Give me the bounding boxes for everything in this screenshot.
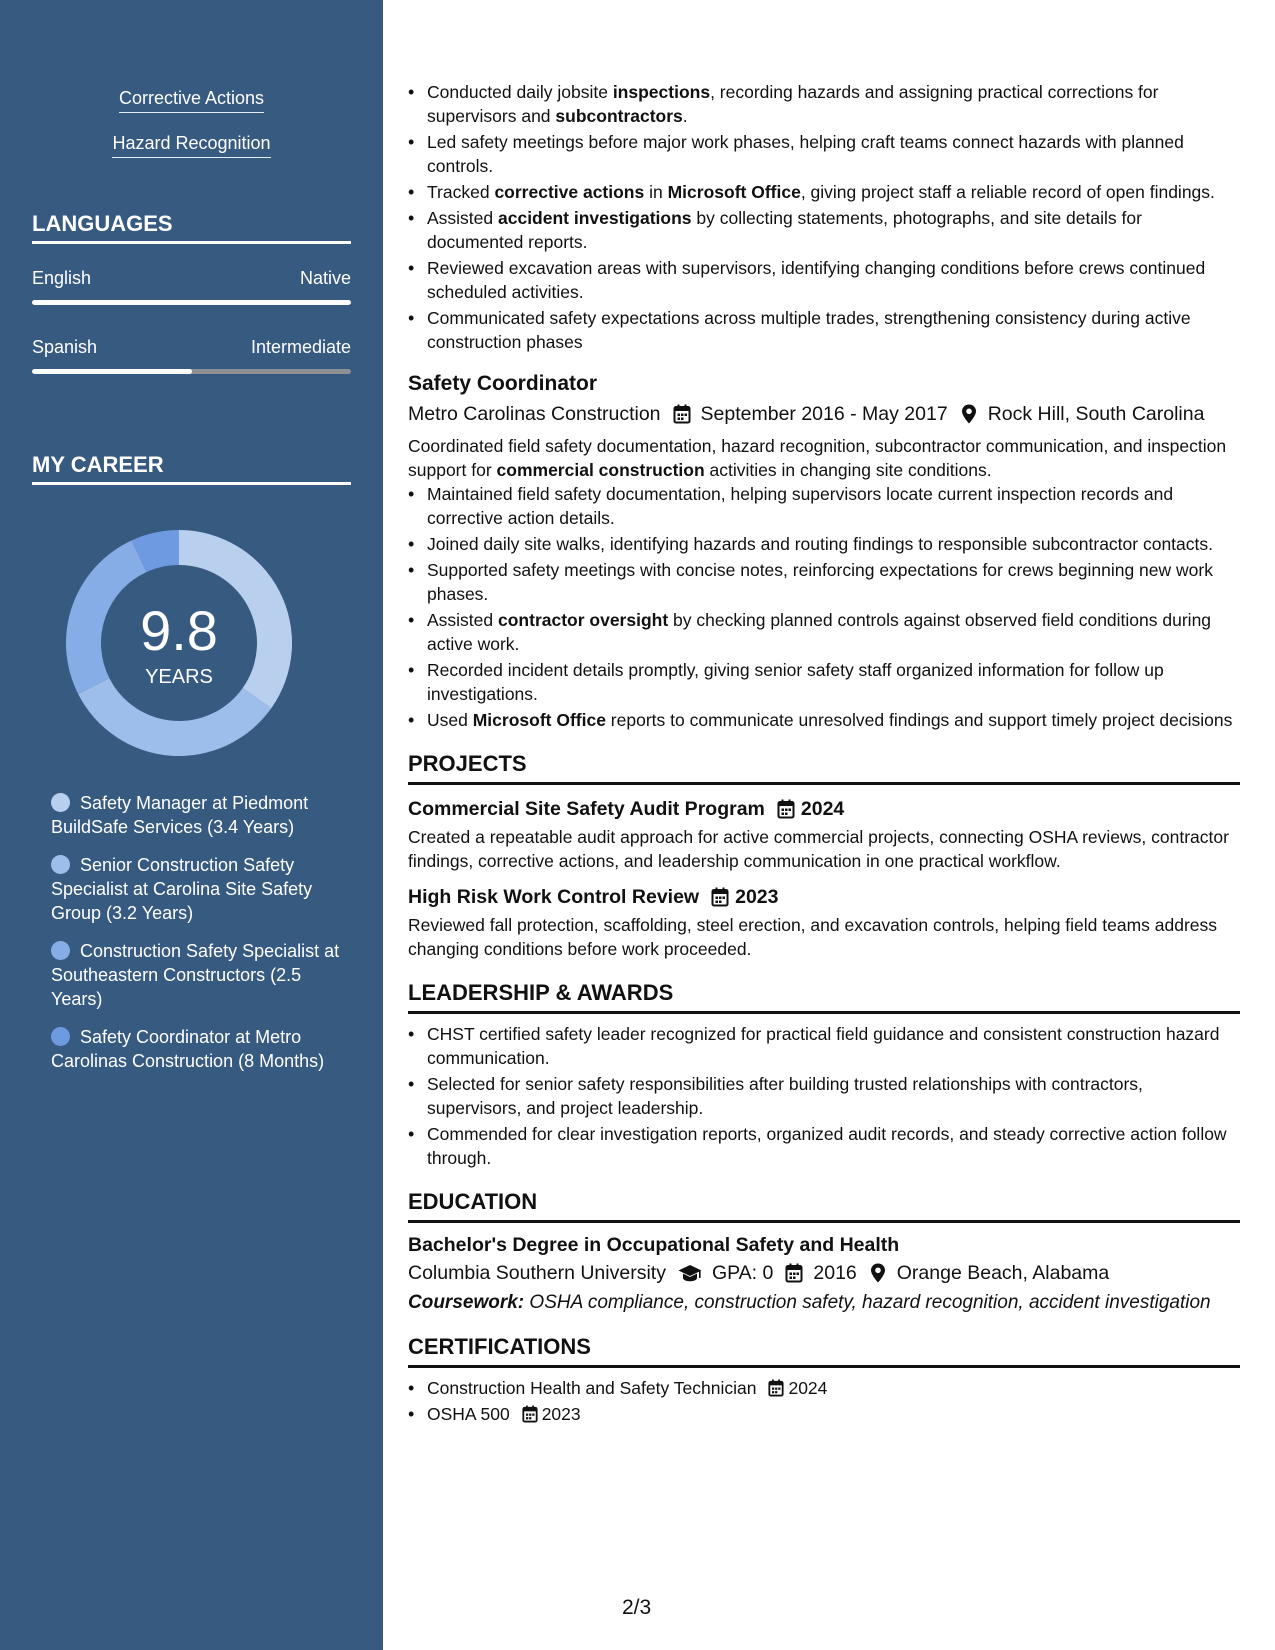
certifications-list [408,1376,1240,1426]
certification-item: • Construction Health and Safety Technician 2024 [408,1376,1240,1400]
leadership-item: • CHST certified safety leader recognized for practical field guidance and consistent construction hazard communication. [408,1022,1240,1070]
school-location: Orange Beach, Alabama [896,1262,1110,1284]
project-description: Reviewed fall protection, scaffolding, steel erection, and excavation controls, helping field teams address changing conditions before work proceeded. [408,915,1218,959]
experience-bullet: • Assisted accident investigations by collecting statements, photographs, and site details for documented reports. [408,206,1240,254]
project-year: 2024 [800,798,845,820]
career-total: 9.8 [140,599,218,662]
calendar-icon [522,1405,538,1423]
career-donut-chart [66,530,292,756]
career-heading: MY CAREER [32,452,351,485]
language-name: Spanish [32,337,98,357]
job-bullet: • Maintained field safety documentation, helping supervisors locate current inspection records and corrective action details. [408,482,1240,530]
gpa: GPA: 0 [711,1262,774,1284]
career-list [51,791,341,1087]
degree-title: Bachelor's Degree in Occupational Safety and Health [408,1234,900,1256]
career-donut-slice-1 [78,678,271,756]
language-bar-fill [32,369,192,374]
coursework-label: Coursework: [408,1292,525,1313]
certification-year: 2024 [788,1378,828,1398]
language-bar [32,300,351,305]
project-description: Created a repeatable audit approach for active commercial projects, connecting OSHA reviews, contractor findings, corrective actions, and leadership communication in one practical workflow. [408,827,1229,871]
project-title: Commercial Site Safety Audit Program 2024 [408,795,1240,823]
career-item: Safety Coordinator at Metro Carolinas Construction (8 Months) [51,1027,325,1071]
certification-item: • OSHA 500 2023 [408,1402,1240,1426]
career-donut-slice-2 [66,540,146,694]
job-bullet: • Assisted contractor oversight by checking planned controls against observed field conditions during active work. [408,608,1240,656]
career-dot [51,941,70,960]
job-bullet: • Used Microsoft Office reports to communicate unresolved findings and support timely project decisions [408,708,1240,732]
certification-year: 2023 [541,1404,581,1424]
projects-heading: PROJECTS [408,750,1240,785]
job-location: Rock Hill, South Carolina [987,403,1205,425]
project-title: High Risk Work Control Review 2023 [408,883,1240,911]
calendar-icon [711,887,729,907]
skill-tag: Corrective Actions [0,88,383,113]
leadership-item: • Commended for clear investigation reports, organized audit records, and steady corrective action follow through. [408,1122,1240,1170]
job-company: Metro Carolinas Construction [408,403,661,425]
calendar-icon [785,1263,803,1283]
experience-bullet: • Led safety meetings before major work phases, helping craft teams connect hazards with planned controls. [408,130,1240,178]
leadership-list [408,1022,1240,1170]
language-name: English [32,268,92,288]
calendar-icon [768,1379,784,1397]
language-level: Native [299,268,351,288]
career-dot [51,1027,70,1046]
sidebar [0,0,383,1650]
certifications-heading: CERTIFICATIONS [408,1333,1240,1368]
map-pin-icon [869,1263,887,1283]
career-item: Senior Construction Safety Specialist at Carolina Site Safety Group (3.2 Years) [51,855,313,923]
language-row [32,268,351,289]
graduation-cap-icon [678,1263,702,1283]
skill-tag: Hazard Recognition [0,133,383,158]
coursework [408,1291,1240,1315]
job-dates: September 2016 - May 2017 [700,403,948,425]
job-title: Safety Coordinator [408,372,598,395]
map-pin-icon [960,404,978,424]
experience-bullet: • Conducted daily jobsite inspections, recording hazards and assigning practical corrections for supervisors and subcontractors. [408,80,1240,128]
experience-bullet: • Communicated safety expectations across multiple trades, strengthening consistency during active construction phases [408,306,1240,354]
job-bullet-list [408,482,1240,732]
career-unit: YEARS [145,666,213,688]
experience-bullet: • Reviewed excavation areas with supervisors, identifying changing conditions before crews continued scheduled activities. [408,256,1240,304]
career-dot [51,793,70,812]
job-bullet: • Supported safety meetings with concise notes, reinforcing expectations for crews beginning new work phases. [408,558,1240,606]
calendar-icon [777,799,795,819]
job-bullet: • Recorded incident details promptly, giving senior safety staff organized information for follow up investigations. [408,658,1240,706]
language-bar-fill [32,300,351,305]
job-meta [408,400,1240,428]
language-level: Intermediate [250,337,351,357]
career-item: Construction Safety Specialist at Southeastern Constructors (2.5 Years) [51,941,340,1009]
education-heading: EDUCATION [408,1188,1240,1223]
career-dot [51,855,70,874]
language-bar [32,369,351,374]
experience-bullet-list [408,80,1240,354]
school-name: Columbia Southern University [408,1262,666,1284]
coursework-text: OSHA compliance, construction safety, hazard recognition, accident investigation [524,1292,1211,1313]
job-summary: Coordinated field safety documentation, hazard recognition, subcontractor communication, and inspection support for commercial construction activities in changing site conditions. [408,436,1227,480]
language-row [32,337,351,358]
project-year: 2023 [735,886,779,908]
calendar-icon [673,404,691,424]
page-number: 2/3 [622,1596,652,1619]
experience-bullet: • Tracked corrective actions in Microsoft Office, giving project staff a reliable record of open findings. [408,180,1240,204]
education-meta [408,1259,1240,1287]
job-bullet: • Joined daily site walks, identifying hazards and routing findings to responsible subcontractor contacts. [408,532,1240,556]
career-item: Safety Manager at Piedmont BuildSafe Services (3.4 Years) [51,793,309,837]
languages-heading: LANGUAGES [32,211,351,244]
leadership-heading: LEADERSHIP & AWARDS [408,979,1240,1014]
main-content [408,80,1240,1428]
graduation-year: 2016 [813,1262,857,1284]
leadership-item: • Selected for senior safety responsibilities after building trusted relationships with contractors, supervisors, and project leadership. [408,1072,1240,1120]
